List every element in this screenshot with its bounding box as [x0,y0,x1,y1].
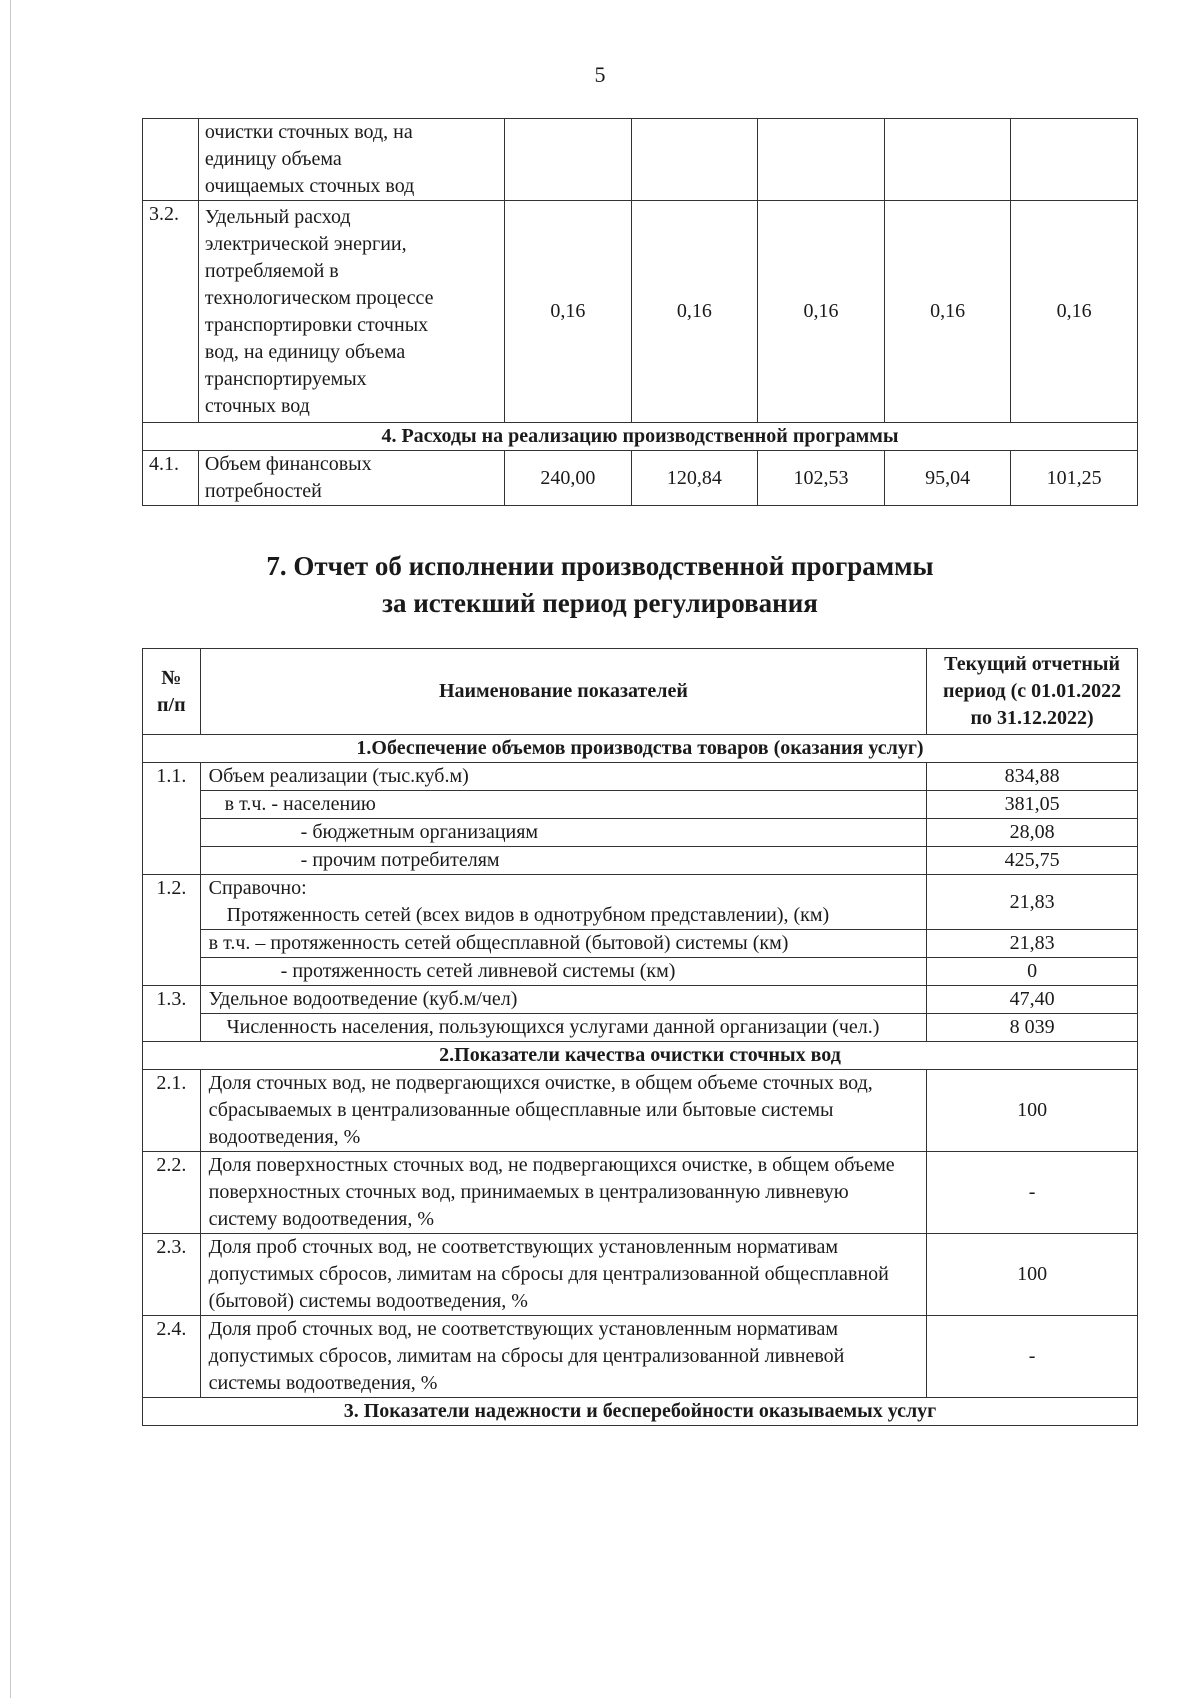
value-cell: 21,83 [927,930,1138,958]
table-row [143,819,1138,847]
row-number: 1.1. [143,763,201,875]
section-title: 1.Обеспечение объемов производства товаров (оказания услуг) [143,735,1138,763]
value-cell: 0,16 [1011,201,1138,423]
section-row [143,735,1138,763]
name-line: Удельный расход [204,205,351,228]
name-line: единицу объема [204,148,342,170]
name-line: технологическом процессе [204,286,434,309]
table-row [143,847,1138,875]
name-line: транспортируемых [204,367,367,390]
value-cell: 240,00 [505,451,632,506]
value-cell: 120,84 [631,451,758,506]
row-number: 2.2. [143,1152,201,1234]
table-row [143,986,1138,1014]
value-cell [758,119,885,201]
table-row [143,1070,1138,1152]
header-number: № п/п [143,649,201,735]
table-row [143,1234,1138,1316]
row-number: 3.2. [143,201,199,423]
value-cell: 101,25 [1011,451,1138,506]
row-name: Численность населения, пользующихся услугами данной организации (чел.) [200,1014,927,1042]
row-name: в т.ч. – протяженность сетей общесплавной (бытовой) системы (км) [200,930,927,958]
section-title: 4. Расходы на реализацию производственной программы [143,423,1138,451]
section-title: 3. Показатели надежности и бесперебойности оказываемых услуг [143,1398,1138,1426]
value-cell: 0,16 [631,201,758,423]
value-cell: 0,16 [884,201,1011,423]
row-number: 1.3. [143,986,201,1042]
row-number: 2.4. [143,1316,201,1398]
value-cell: 0 [927,958,1138,986]
row-name: в т.ч. - населению [200,791,927,819]
row-number: 2.3. [143,1234,201,1316]
value-cell: 381,05 [927,791,1138,819]
table-row [143,958,1138,986]
value-cell: 28,08 [927,819,1138,847]
table-row [143,791,1138,819]
header-name: Наименование показателей [200,649,927,735]
table-row [143,763,1138,791]
section-row [143,423,1138,451]
table-row [143,1152,1138,1234]
row-name: Удельное водоотведение (куб.м/чел) [200,986,927,1014]
value-cell: 8 039 [927,1014,1138,1042]
header-period-line: по 31.12.2022) [970,707,1094,729]
name-line: очистки сточных вод, на [204,121,413,143]
table-row [143,930,1138,958]
row-name: - бюджетным организациям [200,819,927,847]
scan-margin-line [10,0,11,1698]
row-name: Объем реализации (тыс.куб.м) [200,763,927,791]
value-cell: 834,88 [927,763,1138,791]
value-cell: 95,04 [884,451,1011,506]
row-name-head: Справочно: [208,877,307,899]
table-row [143,1316,1138,1398]
row-name: Доля сточных вод, не подвергающихся очистке, в общем объеме сточных вод, сбрасываемых в централизованные общесплавные или бытовые системы водоотведения, % [200,1070,927,1152]
value-cell: 47,40 [927,986,1138,1014]
table-row [143,451,1138,506]
row-number: 4.1. [143,451,199,506]
value-cell [1011,119,1138,201]
table-row [143,875,1138,930]
name-line: электрической энергии, [204,232,407,255]
value-cell: 425,75 [927,847,1138,875]
header-period-line: период (с 01.01.2022 [943,680,1122,702]
row-name [198,119,504,201]
production-program-table [142,118,1138,506]
header-row [143,649,1138,735]
header-period-line: Текущий отчетный [944,653,1120,675]
row-name [200,875,927,930]
value-cell: - [927,1316,1138,1398]
report-heading-line1: 7. Отчет об исполнении производственной программы [266,551,934,581]
value-cell: 100 [927,1234,1138,1316]
value-cell: 0,16 [758,201,885,423]
section-row [143,1042,1138,1070]
row-name: - протяженность сетей ливневой системы (км) [200,958,927,986]
section-title: 2.Показатели качества очистки сточных вод [143,1042,1138,1070]
value-cell: - [927,1152,1138,1234]
value-cell [884,119,1011,201]
name-line: потребляемой в [204,259,339,282]
value-cell: 102,53 [758,451,885,506]
name-line: потребностей [204,480,322,502]
name-line: очищаемых сточных вод [204,175,415,197]
value-cell: 0,16 [505,201,632,423]
row-number [143,119,199,201]
report-table [142,648,1138,1426]
name-line: Объем финансовых [204,453,372,475]
row-number: 1.2. [143,875,201,986]
row-name: - прочим потребителям [200,847,927,875]
name-line: вод, на единицу объема [204,340,406,363]
table-row [143,201,1138,423]
row-name: Доля проб сточных вод, не соответствующих установленным нормативам допустимых сбросов, лимитам на сбросы для централизованной ливневой системы водоотведения, % [200,1316,927,1398]
value-cell [505,119,632,201]
table-row [143,1014,1138,1042]
value-cell: 21,83 [927,875,1138,930]
name-line: сточных вод [204,394,310,417]
name-line: транспортировки сточных [204,313,429,336]
row-name [198,201,504,423]
row-name: Доля проб сточных вод, не соответствующих установленным нормативам допустимых сбросов, лимитам на сбросы для централизованной общесплавной (бытовой) системы водоотведения, % [200,1234,927,1316]
report-heading-line2: за истекший период регулирования [382,588,818,618]
section-row [143,1398,1138,1426]
page-number: 5 [594,62,606,87]
value-cell [631,119,758,201]
row-number: 2.1. [143,1070,201,1152]
row-name: Доля поверхностных сточных вод, не подвергающихся очистке, в общем объеме поверхностных сточных вод, принимаемых в централизованную ливневую систему водоотведения, % [200,1152,927,1234]
table-row [143,119,1138,201]
header-period [927,649,1138,735]
row-name [198,451,504,506]
value-cell: 100 [927,1070,1138,1152]
row-name-text: Протяженность сетей (всех видов в однотрубном представлении), (км) [226,904,830,926]
